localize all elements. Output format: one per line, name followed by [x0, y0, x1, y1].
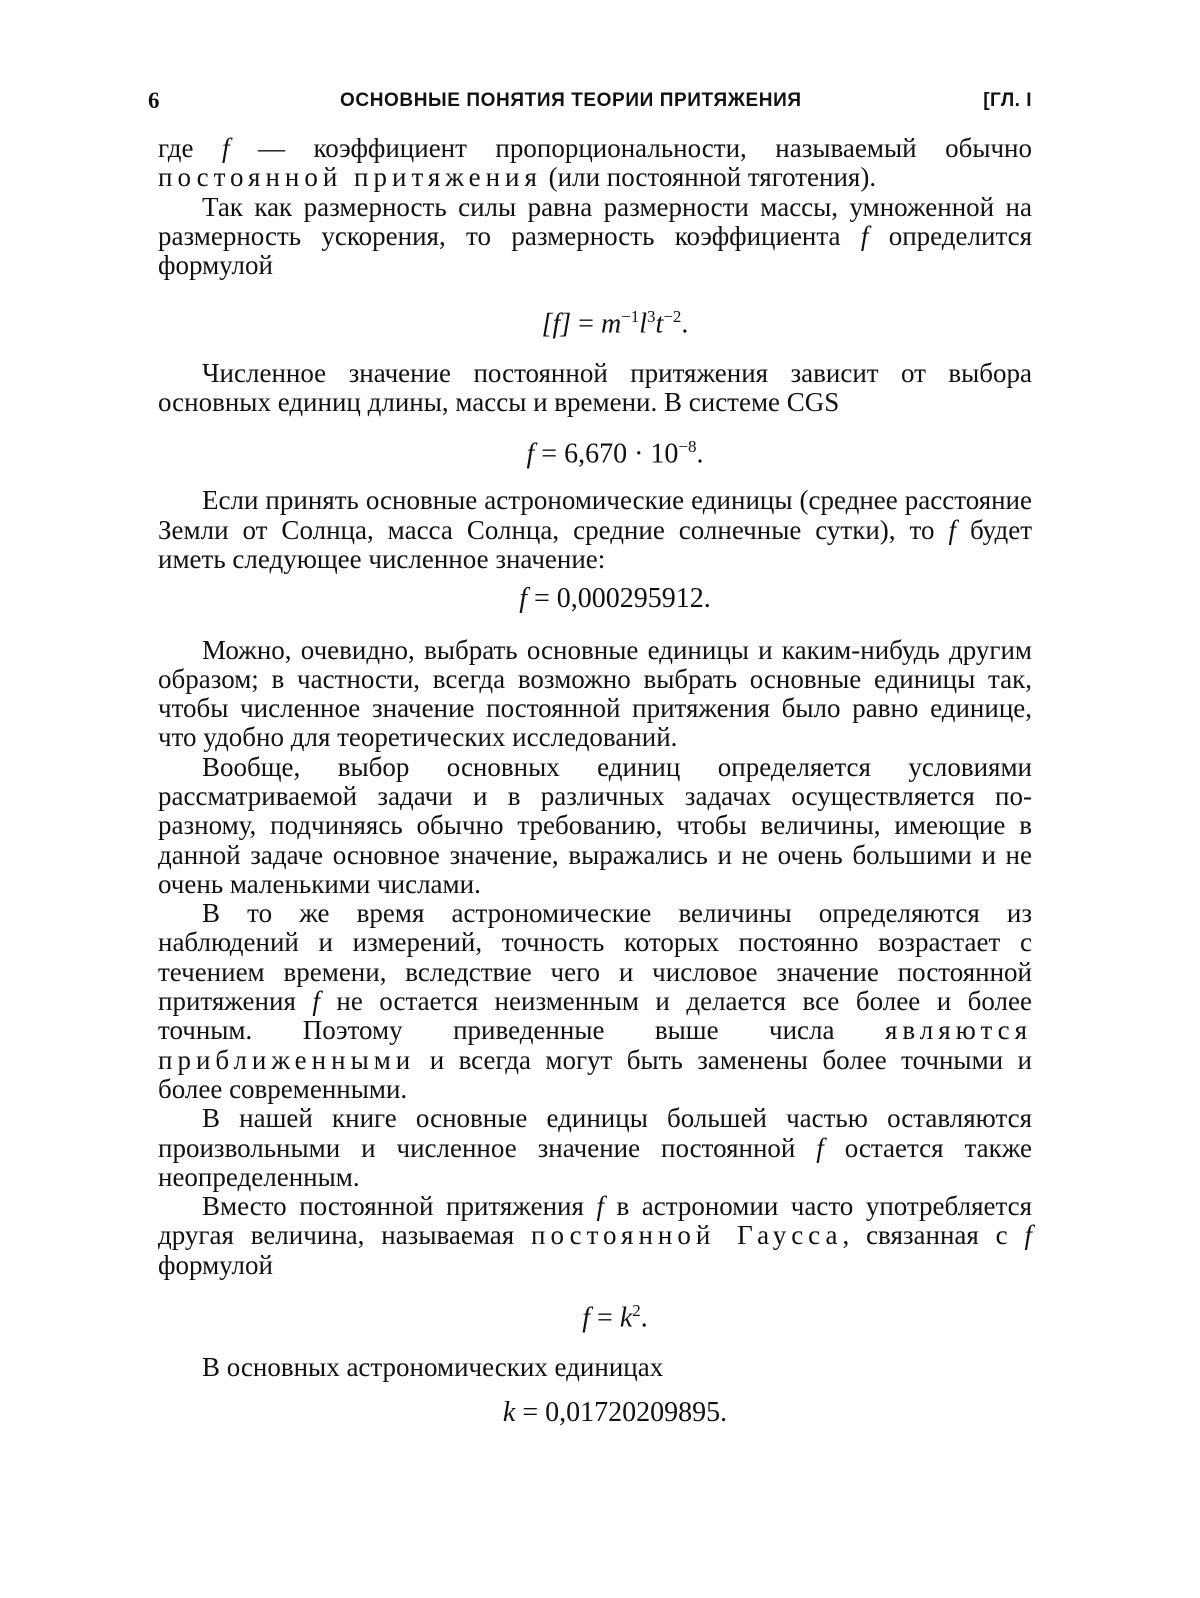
math-symbol: f [816, 1132, 824, 1163]
math-symbol: f [1024, 1220, 1032, 1251]
math-symbol: f [519, 583, 527, 615]
math-symbol: l [639, 308, 648, 340]
math-exponent: −1 [621, 307, 640, 327]
paragraph: Вообще, выбор основных единиц определяется условиями рассматриваемой задачи и в различных задачах осуществляется по-разному, подчиняясь обычно требованию, чтобы величины, имеющие в данной задаче основное значение, выражались и не очень большими и не очень маленькими числами. [158, 751, 1032, 899]
math-symbol: f [860, 220, 869, 251]
formula-dimension [158, 302, 1032, 339]
math-symbol: k [502, 1396, 516, 1428]
emphasized-term: постоянной Гаусса [531, 1220, 843, 1251]
text-run: Так как размерность силы равна размерности массы, умноженной на размерность ускорения, то размерность коэффициента [158, 191, 1032, 251]
math-exponent: −8 [678, 436, 697, 456]
math-value: = 0,000295912. [526, 583, 711, 615]
math-punctuation: . [696, 438, 704, 470]
paragraph [158, 899, 1032, 1104]
text-run: В то же время астрономические величины определяются из наблюдений и измерений, точность которых постоянно возрастает с течением времени, вследствие чего и числовое значение постоянной притяжения [158, 898, 1032, 1017]
running-head [148, 88, 1032, 120]
text-run: остается также неопределенным. [158, 1132, 1032, 1192]
emphasized-term: постоянной притяжения [158, 162, 542, 193]
paragraph: В основных астрономических единицах [202, 1351, 664, 1382]
text-run: , связанная с [842, 1220, 1025, 1251]
math-symbol: f [582, 1302, 591, 1334]
math-symbol: f [596, 1191, 604, 1222]
math-value: = 0,01720209895. [515, 1396, 728, 1428]
math-symbol: t [655, 308, 664, 340]
text-run: (или постоянной тяготения). [541, 162, 877, 193]
math-operator: = [571, 308, 601, 340]
text-run: Если принять основные астрономические единицы (среднее расстояние Земли от Солнца, масса Солнца, средние солнечные сутки), то [158, 485, 1032, 545]
text-run: в астрономии часто употребляется другая величина, называемая [158, 1191, 1033, 1251]
math-operator: = [590, 1302, 620, 1334]
math-symbol: f [221, 133, 230, 163]
paragraph [158, 134, 1032, 193]
page-number: 6 [148, 88, 160, 113]
text-run: Вместо постоянной притяжения [202, 1191, 597, 1222]
math-symbol: f [312, 986, 320, 1017]
math-symbol: k [619, 1302, 633, 1334]
paragraph [158, 486, 1032, 574]
paragraph [158, 1104, 1032, 1192]
text-run: В нашей книге основные единицы большей частью оставляются произвольными и численное значение постоянной [158, 1103, 1032, 1163]
formula-gauss-relation [158, 1296, 1032, 1333]
paragraph: Можно, очевидно, выбрать основные единицы и каким-нибудь другим образом; в частности, всегда возможно выбрать основные единицы так, чтобы численное значение постоянной притяжения было равно единице, что удобно для теоретических исследований. [158, 634, 1032, 753]
text-run: определится формулой [158, 220, 1032, 281]
text-run: не остается неизменным и делается все более и более точным. Поэтому приведенные выше числа [158, 986, 1032, 1046]
book-page [148, 88, 1033, 1428]
paragraph: Численное значение постоянной притяжения зависит от выбора основных единиц длины, массы и времени. В системе CGS [158, 358, 1032, 418]
text-run: формулой [158, 1249, 273, 1280]
running-title: ОСНОВНЫЕ ПОНЯТИЯ ТЕОРИИ ПРИТЯЖЕНИЯ [340, 90, 802, 111]
math-value: = 6,670 · 10 [534, 438, 679, 470]
math-punctuation: . [681, 308, 689, 340]
math-exponent: 2 [632, 1301, 641, 1321]
paragraph [158, 193, 1032, 281]
math-symbol: f [948, 514, 956, 545]
text-run: будет иметь следующее численное значение: [158, 514, 1033, 574]
math-punctuation: . [640, 1302, 648, 1334]
formula-gauss-value [158, 1398, 1032, 1427]
formula-astronomical-value [158, 584, 1032, 613]
paragraph [158, 1192, 1032, 1280]
text-run: и всегда могут быть заменены более точными и более современными. [158, 1044, 1032, 1104]
text-run: где [158, 133, 222, 163]
formula-cgs-value [158, 432, 1032, 469]
math-exponent: −2 [663, 307, 682, 327]
math-exponent: 3 [647, 307, 656, 327]
math-symbol: f [526, 438, 535, 470]
body-text [158, 134, 1032, 1427]
math-symbol: [f] [541, 308, 572, 340]
math-symbol: m [600, 308, 622, 340]
chapter-reference: [ГЛ. I [983, 90, 1032, 111]
text-run: — коэффициент пропорциональности, называемый обычно [229, 133, 1032, 163]
emphasized-term: являются приближенными [158, 1015, 1032, 1075]
